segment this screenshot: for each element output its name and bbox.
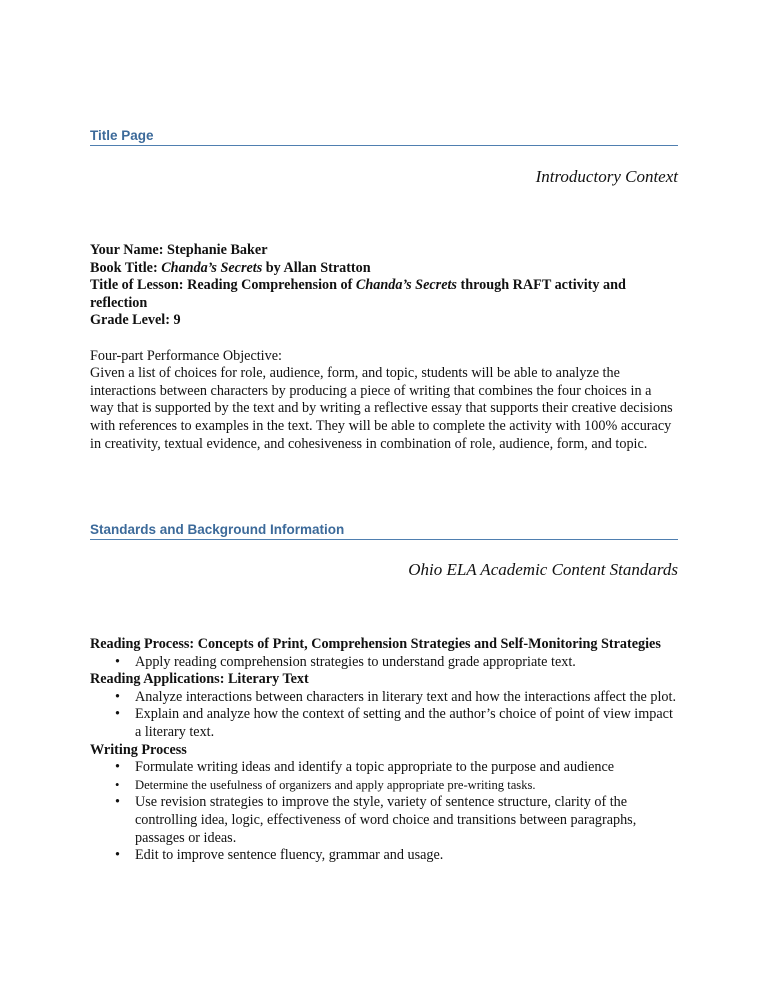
standard-group-title: Writing Process [90, 741, 187, 758]
standard-item: • Formulate writing ideas and identify a topic appropriate to the purpose and audience [115, 759, 615, 776]
standards-heading: Standards and Background Information [90, 522, 678, 540]
grade-level-line: Grade Level: 9 [90, 312, 181, 329]
ohio-standards-subheading: Ohio ELA Academic Content Standards [408, 560, 678, 579]
standard-group-items [90, 654, 678, 672]
standard-item: • Apply reading comprehension strategies to understand grade appropriate text. [115, 653, 576, 670]
standards-list [90, 636, 678, 865]
introductory-context-subheading: Introductory Context [535, 167, 678, 186]
standard-group-items [90, 689, 678, 742]
objective-label: Four-part Performance Objective: [90, 347, 282, 364]
lesson-title-line: Title of Lesson: Reading Comprehension of Chanda’s Secrets through RAFT activity and reflection [90, 277, 626, 311]
objective-text: Given a list of choices for role, audience, form, and topic, students will be able to analyze the interactions between characters by producing a piece of writing that combines the four choices in a way that is supported by the text and by writing a reflective essay that supports their creative decisions with references to examples in the text. They will be able to complete the activity with 100% accuracy in creativity, textual evidence, and cohesiveness in combination of role, audience, form, and topic. [90, 365, 673, 452]
standard-item: • Edit to improve sentence fluency, grammar and usage. [115, 847, 444, 864]
standard-group-title: Reading Applications: Literary Text [90, 671, 309, 688]
book-title-line: Book Title: Chanda’s Secrets by Allan Stratton [90, 259, 371, 276]
standard-item: • Analyze interactions between characters in literary text and how the interactions affect the plot. [115, 688, 677, 705]
standard-item: • Determine the usefulness of organizers and apply appropriate pre-writing tasks. [115, 777, 536, 792]
standard-item: • Explain and analyze how the context of setting and the author’s choice of point of view impact a literary text. [115, 706, 673, 740]
your-name-line: Your Name: Stephanie Baker [90, 242, 268, 258]
standard-group-items [90, 759, 678, 865]
lesson-info [90, 242, 678, 453]
standard-group-title: Reading Process: Concepts of Print, Comprehension Strategies and Self-Monitoring Strategies [90, 636, 661, 652]
standard-item: • Use revision strategies to improve the style, variety of sentence structure, clarity of the controlling idea, logic, effectiveness of word choice and transitions between paragraphs, passages or ideas. [115, 794, 637, 846]
title-page-heading: Title Page [90, 128, 678, 146]
